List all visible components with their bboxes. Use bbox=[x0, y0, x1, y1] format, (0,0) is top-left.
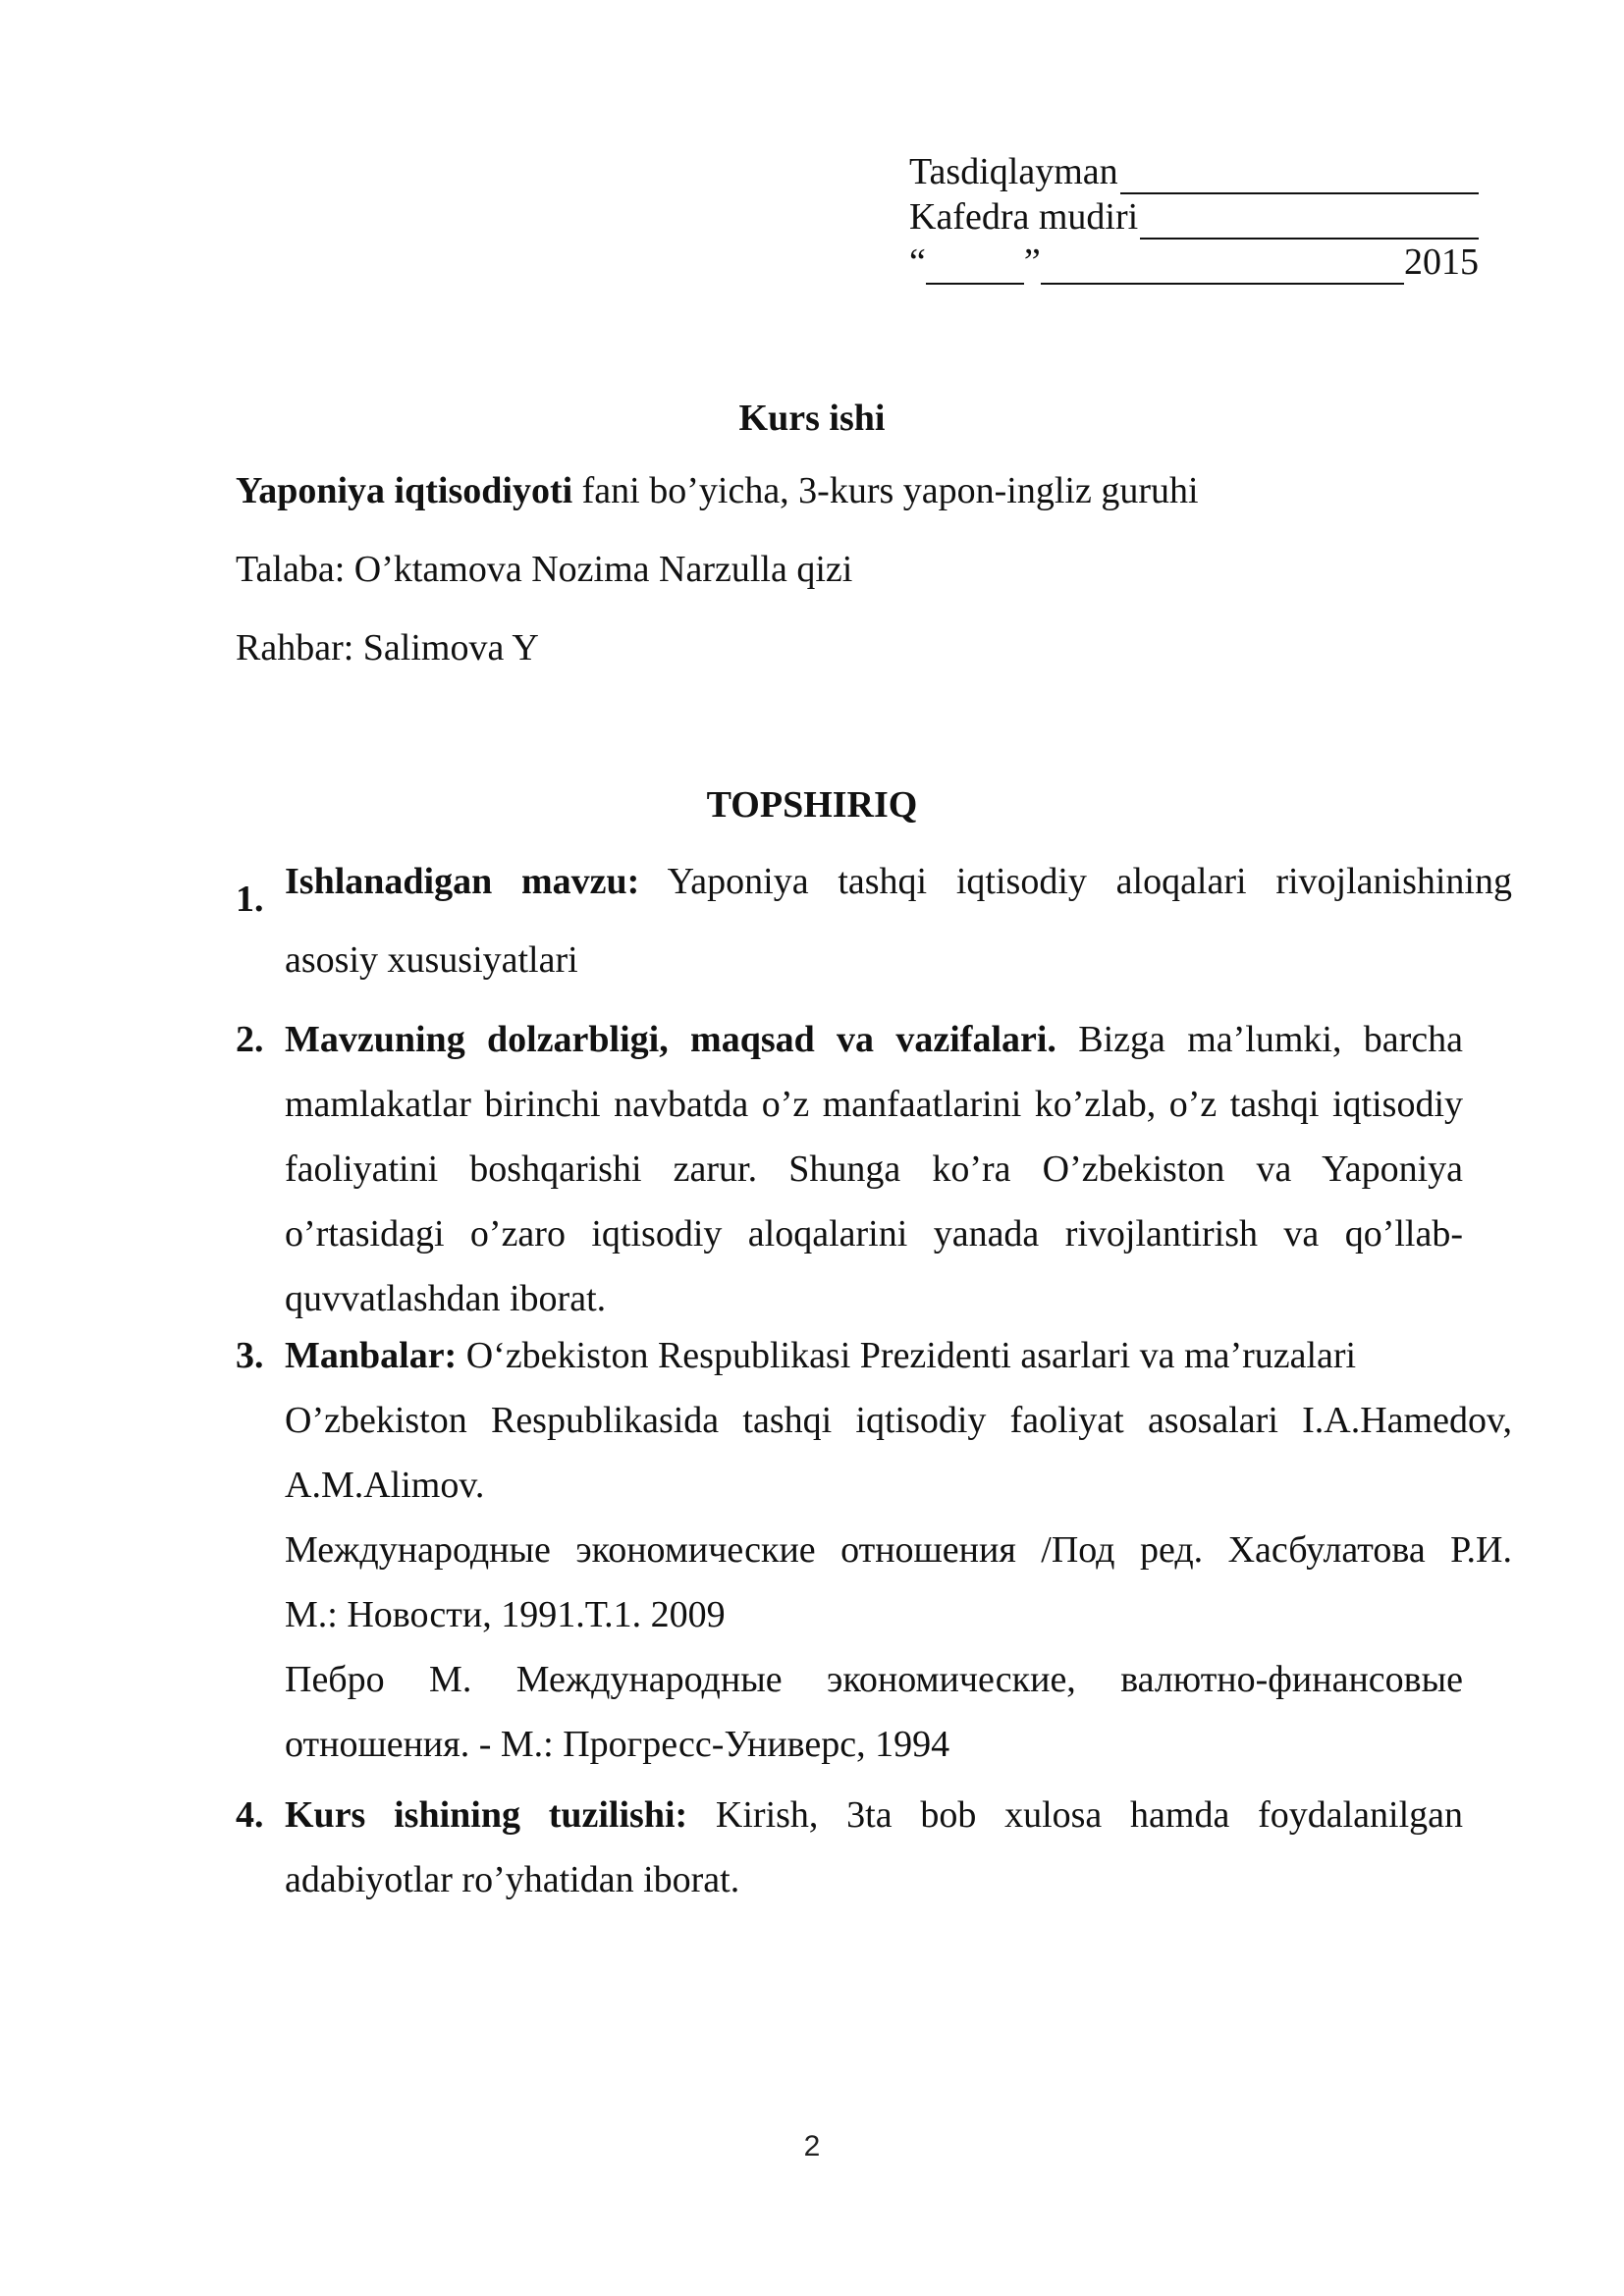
item-text: Kirish, 3ta bob xulosa hamda foydalanilgan bbox=[687, 1794, 1463, 1836]
subject-line bbox=[236, 469, 1199, 512]
item-text: Bizga ma’lumki, barcha bbox=[1056, 1019, 1464, 1060]
approve-label: Tasdiqlayman bbox=[909, 151, 1118, 192]
head-label: Kafedra mudiri bbox=[909, 196, 1139, 238]
task-item-2 bbox=[236, 1007, 1463, 1331]
item-text: отношения. - М.: Прогресс-Универс, 1994 bbox=[285, 1724, 950, 1765]
item-text: faoliyatini boshqarishi zarur. Shunga ko’ra O’zbekiston va Yaponiya bbox=[285, 1148, 1463, 1190]
year: 2015 bbox=[1404, 241, 1479, 283]
item-text: Международные экономические отношения /Под ред. Хасбулатова Р.И. bbox=[285, 1529, 1512, 1571]
item-label: Kurs ishining tuzilishi: bbox=[285, 1794, 688, 1836]
subject-bold: Yaponiya iqtisodiyoti bbox=[236, 470, 573, 511]
item-text: adabiyotlar ro’yhatidan iborat. bbox=[285, 1859, 740, 1900]
item-number: 1. bbox=[236, 879, 264, 920]
day-blank bbox=[926, 249, 1024, 285]
task-item-1 bbox=[236, 860, 1512, 982]
item-text: asosiy xususiyatlari bbox=[285, 939, 578, 981]
item-text: O’zbekiston Respublikasida tashqi iqtisodiy faoliyat asosalari I.A.Hamedov, bbox=[285, 1400, 1512, 1441]
item-text: A.M.Alimov. bbox=[285, 1465, 485, 1506]
task-heading: TOPSHIRIQ bbox=[706, 784, 918, 826]
item-label: Ishlanadigan mavzu: bbox=[285, 861, 640, 902]
item-text: Пебро М. Международные экономические, валютно-финансовые bbox=[285, 1659, 1463, 1700]
page-number: 2 bbox=[803, 2130, 821, 2163]
quote-close: ” bbox=[1023, 241, 1041, 283]
item-text: O‘zbekiston Respublikasi Prezidenti asarlari va ma’ruzalari bbox=[457, 1335, 1357, 1376]
item-number: 3. bbox=[236, 1335, 264, 1376]
head-signature-line bbox=[1140, 204, 1479, 240]
item-text: mamlakatlar birinchi navbatda o’z manfaatlarini ko’zlab, o’z tashqi iqtisodiy bbox=[285, 1084, 1463, 1125]
signature-line bbox=[1120, 159, 1479, 194]
quote-open: “ bbox=[909, 241, 926, 283]
approval-row bbox=[909, 149, 1479, 194]
student-line: Talaba: O’ktamova Nozima Narzulla qizi bbox=[236, 549, 853, 590]
supervisor-line: Rahbar: Salimova Y bbox=[236, 627, 539, 668]
head-row bbox=[909, 194, 1479, 240]
approval-block bbox=[909, 149, 1479, 285]
date-row bbox=[909, 240, 1479, 285]
item-text: Yaponiya tashqi iqtisodiy aloqalari rivojlanishining bbox=[639, 861, 1512, 902]
task-item-3 bbox=[236, 1323, 1512, 1777]
task-item-4 bbox=[236, 1783, 1463, 1912]
item-number: 4. bbox=[236, 1794, 264, 1836]
item-text: o’rtasidagi o’zaro iqtisodiy aloqalarini yanada rivojlantirish va qo’llab- bbox=[285, 1213, 1463, 1255]
month-blank bbox=[1041, 249, 1404, 285]
page-title: Kurs ishi bbox=[738, 398, 886, 439]
subject-rest: fani bo’yicha, 3-kurs yapon-ingliz guruhi bbox=[572, 470, 1199, 511]
item-number: 2. bbox=[236, 1019, 264, 1060]
item-text: quvvatlashdan iborat. bbox=[285, 1278, 607, 1319]
item-text: М.: Новости, 1991.Т.1. 2009 bbox=[285, 1594, 726, 1635]
item-label: Mavzuning dolzarbligi, maqsad va vazifalari. bbox=[285, 1019, 1056, 1060]
item-label: Manbalar: bbox=[285, 1335, 458, 1376]
